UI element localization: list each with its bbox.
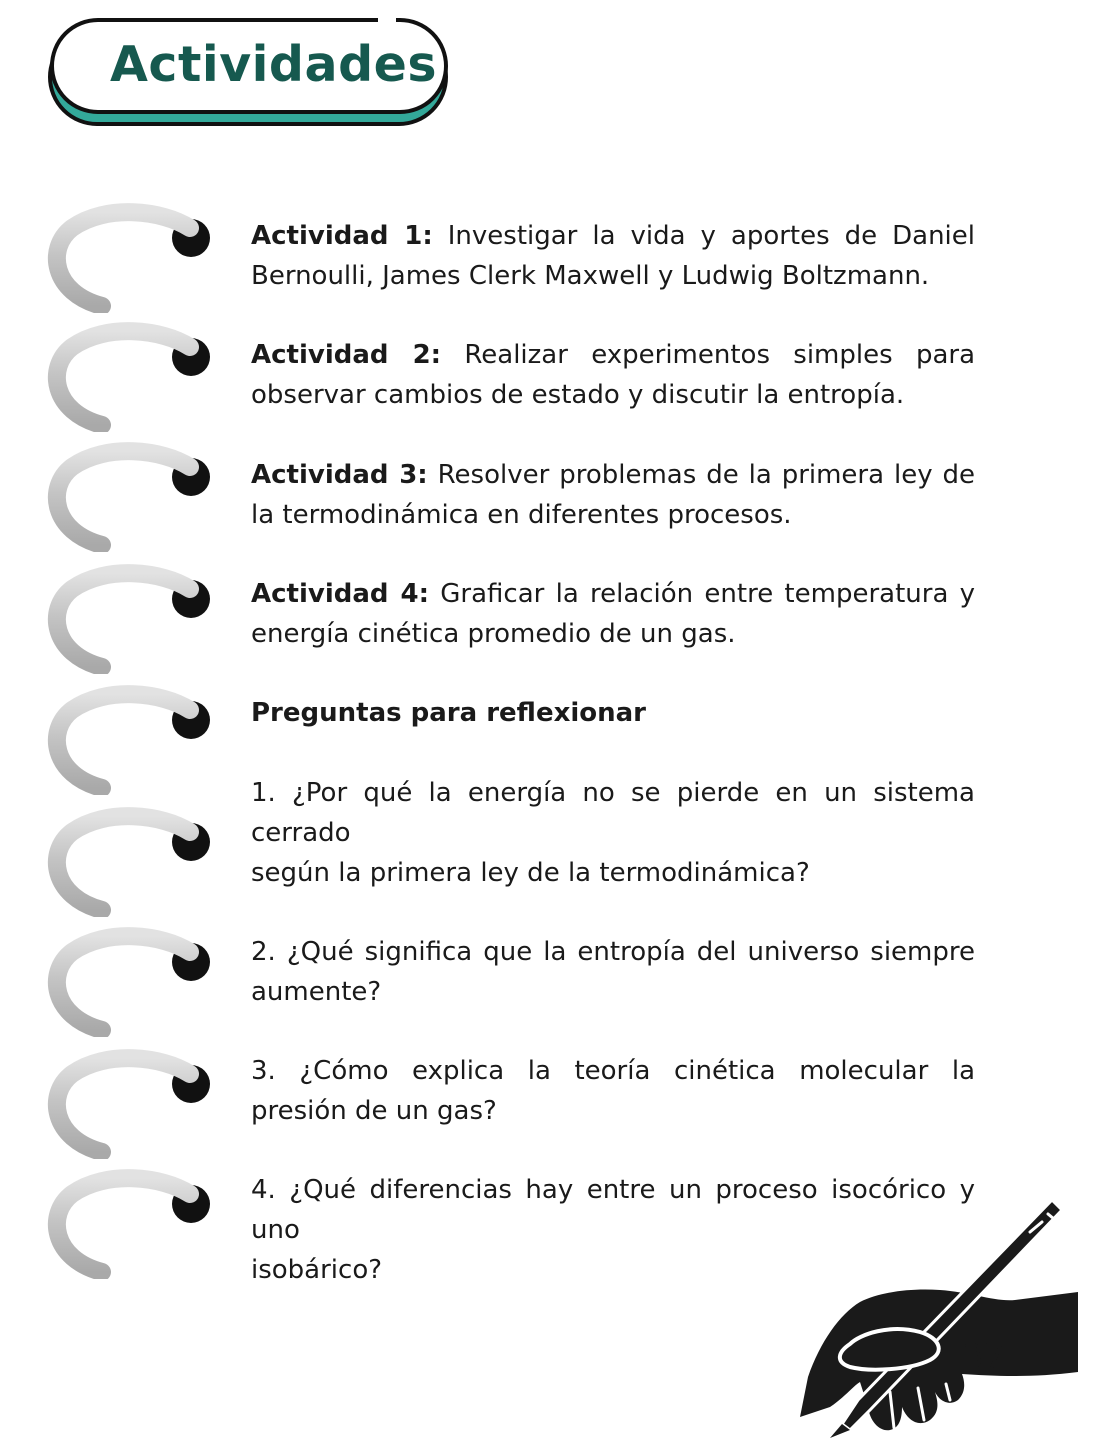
activity-label: Actividad 1: bbox=[251, 221, 433, 251]
spiral-binding-ring-icon bbox=[44, 198, 219, 313]
activity-line bbox=[251, 455, 975, 495]
activity-text: energía cinética promedio de un gas. bbox=[251, 619, 736, 649]
page-number: 37 bbox=[962, 1337, 1006, 1377]
spiral-binding-ring-icon bbox=[44, 802, 219, 917]
activity-line bbox=[251, 216, 975, 256]
question-item bbox=[251, 932, 975, 1012]
hand-writing-with-pen-icon bbox=[790, 1192, 1080, 1440]
activity-line bbox=[251, 335, 975, 375]
section-title-banner bbox=[48, 18, 452, 130]
question-line: cerrado bbox=[251, 818, 351, 848]
activity-text: Resolver problemas de la primera ley de bbox=[437, 460, 976, 490]
activity-item bbox=[251, 574, 975, 654]
spiral-binding-ring-icon bbox=[44, 680, 219, 795]
activity-line bbox=[251, 574, 975, 614]
question-line: isobárico? bbox=[251, 1255, 383, 1285]
spiral-binding-ring-icon bbox=[44, 559, 219, 674]
question-line: 1. ¿Por qué la energía no se pierde en un sistema bbox=[251, 778, 975, 808]
question-line: 4. ¿Qué diferencias hay entre un proceso isocórico y bbox=[251, 1175, 975, 1205]
activity-text: observar cambios de estado y discutir la entropía. bbox=[251, 380, 905, 410]
spiral-binding-ring-icon bbox=[44, 922, 219, 1037]
activity-item bbox=[251, 216, 975, 296]
activity-label: Actividad 2: bbox=[251, 340, 442, 370]
banner-outline-gap bbox=[378, 14, 396, 24]
question-line: 3. ¿Cómo explica la teoría cinética molecular la bbox=[251, 1056, 975, 1086]
question-line: 2. ¿Qué significa que la entropía del universo siempre bbox=[251, 937, 975, 967]
spiral-binding-ring-icon bbox=[44, 437, 219, 552]
activity-text: Bernoulli, James Clerk Maxwell y Ludwig Boltzmann. bbox=[251, 261, 930, 291]
spiral-binding-ring-icon bbox=[44, 1044, 219, 1159]
spiral-binding-ring-icon bbox=[44, 1164, 219, 1279]
question-line: presión de un gas? bbox=[251, 1096, 497, 1126]
activity-label: Actividad 4: bbox=[251, 579, 430, 609]
activity-item bbox=[251, 455, 975, 535]
spiral-binding-ring-icon bbox=[44, 317, 219, 432]
question-line: según la primera ley de la termodinámica? bbox=[251, 858, 810, 888]
activity-text: Realizar experimentos simples para bbox=[464, 340, 975, 370]
activity-label: Actividad 3: bbox=[251, 460, 428, 490]
activity-text: Investigar la vida y aportes de Daniel bbox=[447, 221, 975, 251]
question-line: uno bbox=[251, 1215, 300, 1245]
activity-text: la termodinámica en diferentes procesos. bbox=[251, 500, 792, 530]
section-heading: Preguntas para reflexionar bbox=[251, 698, 647, 728]
page-title: Actividades bbox=[110, 36, 438, 93]
activity-text: Graficar la relación entre temperatura y bbox=[440, 579, 976, 609]
question-line: aumente? bbox=[251, 977, 382, 1007]
activity-item bbox=[251, 335, 975, 415]
question-item bbox=[251, 773, 975, 893]
question-item bbox=[251, 1051, 975, 1131]
